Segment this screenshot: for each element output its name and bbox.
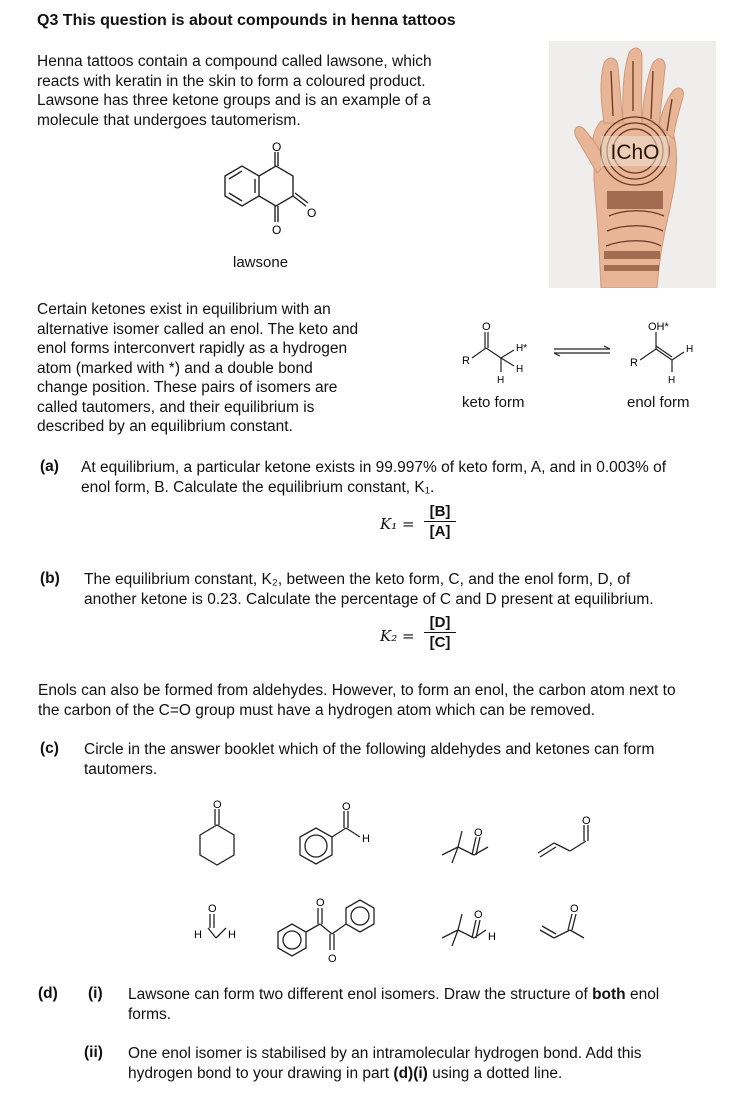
hydrogen-label: H (497, 375, 505, 386)
k2-numerator: [D] (429, 614, 451, 631)
k2-fraction (424, 614, 456, 651)
oxygen-label: O (482, 321, 491, 333)
hydrogen-label: H (668, 375, 676, 386)
aldehyde-paragraph (38, 681, 753, 721)
hydrogen-label: H (488, 931, 496, 943)
part-b-line: another ketone is 0.23. Calculate the percentage of C and D present at equilibrium. (84, 591, 654, 608)
intro-line: reacts with keratin in the skin to form a coloured product. (37, 72, 426, 90)
hydrogen-label: H (228, 929, 236, 941)
part-a-line: At equilibrium, a particular ketone exists in 99.997% of keto form, A, and in 0.003% of (81, 459, 667, 476)
part-d-i-text-pre: Lawsone can form two different enol isomers. Draw the structure of (128, 986, 593, 1003)
intro-paragraph (37, 52, 507, 130)
oxygen-label: O (213, 799, 222, 811)
structures-row-2 (180, 880, 620, 970)
part-a-text (81, 458, 751, 498)
part-a-label: (a) (40, 458, 59, 475)
oxygen-label: O (272, 223, 282, 237)
oxygen-label: O (342, 801, 351, 813)
tautomer-line: described by an equilibrium constant. (37, 418, 293, 435)
hydrogen-label: H (194, 929, 202, 941)
part-c-text (84, 740, 744, 780)
oh-star-label: OH* (648, 321, 669, 333)
part-d-i-line: forms. (128, 1006, 172, 1023)
tautomer-line: change position. These pairs of isomers are (37, 379, 338, 396)
part-b-line: The equilibrium constant, K₂, between the keto form, C, and the enol form, D, of (84, 571, 631, 588)
enol-form-label: enol form (627, 394, 690, 411)
h-star-label: H* (516, 343, 528, 354)
oxygen-label: O (474, 827, 483, 839)
oxygen-label: O (208, 903, 217, 915)
part-d-label: (d) (38, 985, 58, 1002)
tautomer-line: atom (marked with *) and a double bond (37, 359, 313, 377)
hydrogen-label: H (686, 344, 694, 355)
oxygen-label: O (316, 897, 325, 909)
keto-enol-scheme (450, 316, 720, 392)
oxygen-label: O (570, 903, 579, 915)
r-group-label: R (630, 357, 638, 369)
lawsone-label: lawsone (233, 254, 289, 271)
part-d-ii-text-pre: hydrogen bond to your drawing in part (128, 1065, 394, 1082)
keto-form-label: keto form (462, 394, 525, 411)
k1-fraction (424, 503, 456, 540)
k1-numerator: [B] (429, 503, 451, 520)
oxygen-label: O (307, 206, 317, 220)
intro-line: Lawsone has three ketone groups and is an example of a (37, 92, 431, 109)
part-d-i-text-post: enol (625, 986, 660, 1003)
tautomer-line: alternative isomer called an enol. The keto and (37, 320, 359, 338)
part-d-ii-text-post: using a dotted line. (427, 1065, 563, 1082)
part-d-ii-label: (ii) (84, 1044, 103, 1061)
part-d-ii-line: One enol isomer is stabilised by an intramolecular hydrogen bond. Add this (128, 1045, 642, 1062)
aldehyde-line: Enols can also be formed from aldehydes. However, to form an enol, the carbon atom next to (38, 682, 676, 699)
k1-symbol: K₁ = (380, 515, 415, 533)
intro-line: molecule that undergoes tautomerism. (37, 111, 301, 129)
part-d-ii-text (128, 1044, 748, 1084)
part-c-line: tautomers. (84, 761, 158, 778)
question-title: Q3 This question is about compounds in henna tattoos (37, 12, 456, 29)
part-d-i-text (128, 985, 748, 1025)
oxygen-label: O (272, 140, 282, 154)
tautomer-line: Certain ketones exist in equilibrium with an (37, 301, 331, 318)
part-c-line: Circle in the answer booklet which of the following aldehydes and ketones can form (84, 741, 655, 758)
intro-line: Henna tattoos contain a compound called lawsone, which (37, 53, 432, 70)
tautomer-line: enol forms interconvert rapidly as a hydrogen (37, 340, 348, 357)
k1-denominator: [A] (429, 523, 451, 540)
oxygen-label: O (328, 953, 337, 965)
oxygen-label: O (582, 815, 591, 827)
part-c-label: (c) (40, 740, 59, 757)
k2-symbol: K₂ = (380, 627, 415, 645)
aldehyde-line: the carbon of the C=O group must have a hydrogen atom which can be removed. (38, 702, 596, 719)
part-d-i-label: (i) (88, 985, 103, 1002)
r-group-label: R (462, 355, 470, 367)
structures-row-1 (180, 795, 620, 875)
part-b-text (84, 570, 752, 610)
oxygen-label: O (474, 909, 483, 921)
henna-hand-image (549, 41, 716, 288)
icho-logo-text: IChO (610, 141, 660, 164)
part-d-i-text-bold: both (592, 986, 626, 1003)
tautomer-line: called tautomers, and their equilibrium is (37, 398, 315, 416)
hydrogen-label: H (516, 364, 524, 375)
part-b-label: (b) (40, 570, 60, 587)
part-d-ii-text-bold: (d)(i) (393, 1065, 428, 1082)
hydrogen-label: H (362, 833, 370, 845)
tautomer-paragraph (37, 300, 402, 437)
k2-denominator: [C] (429, 634, 451, 651)
part-a-line: enol form, B. Calculate the equilibrium constant, K₁. (81, 479, 435, 496)
lawsone-structure (195, 140, 345, 248)
